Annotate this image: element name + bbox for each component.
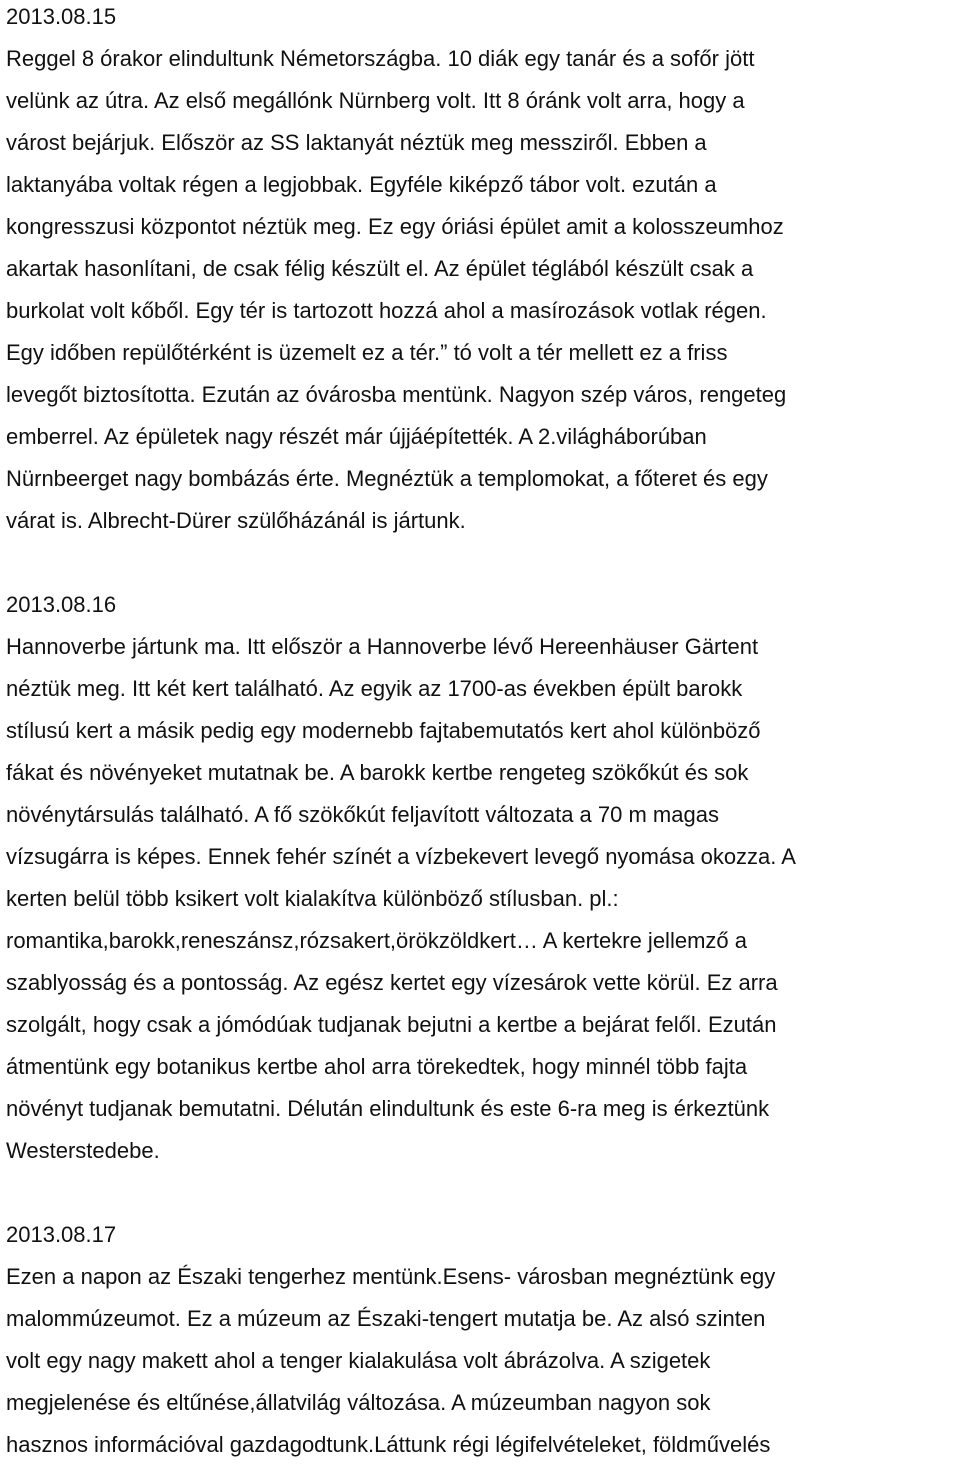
entry-text-line: várost bejárjuk. Először az SS laktanyát néztük meg messziről. Ebben a: [6, 130, 707, 155]
entry-text-line: Ezen a napon az Északi tengerhez mentünk.Esens- városban megnéztünk egy: [6, 1264, 776, 1289]
entry-text-line: Westerstedebe.: [6, 1138, 160, 1163]
entry-text-line: néztük meg. Itt két kert található. Az egyik az 1700-as években épült barokk: [6, 676, 743, 701]
entry-text-line: vízsugárra is képes. Ennek fehér színét a vízbekevert levegő nyomása okozza. A: [6, 844, 796, 869]
entry-text-line: levegőt biztosította. Ezután az óvárosba mentünk. Nagyon szép város, rengeteg: [6, 382, 787, 407]
entry-text-line: Nürnbeerget nagy bombázás érte. Megnéztük a templomokat, a főteret és egy: [6, 466, 768, 491]
entry-text-line: romantika,barokk,reneszánsz,rózsakert,örökzöldkert… A kertekre jellemző a: [6, 928, 747, 953]
entry-text-line: Hannoverbe jártunk ma. Itt először a Hannoverbe lévő Hereenhäuser Gärtent: [6, 634, 759, 659]
entry-text-line: átmentünk egy botanikus kertbe ahol arra törekedtek, hogy minnél több fajta: [6, 1054, 748, 1079]
entry-text-line: szolgált, hogy csak a jómódúak tudjanak bejutni a kertbe a bejárat felől. Ezután: [6, 1012, 777, 1037]
entry-text-line: emberrel. Az épületek nagy részét már újjáépítették. A 2.világháborúban: [6, 424, 707, 449]
entry-text-line: velünk az útra. Az első megállónk Nürnberg volt. Itt 8 óránk volt arra, hogy a: [6, 88, 745, 113]
entry-text-line: hasznos információval gazdagodtunk.Láttunk régi légifelvételeket, földművelés: [6, 1432, 771, 1457]
entry-text-line: növénytársulás található. A fő szökőkút feljavított változata a 70 m magas: [6, 802, 719, 827]
diary-entry-2013-08-16: [6, 584, 960, 1172]
entry-text-line: Reggel 8 órakor elindultunk Németországba. 10 diák egy tanár és a sofőr jött: [6, 46, 755, 71]
entry-text-line: laktanyába voltak régen a legjobbak. Egyféle kiképző tábor volt. ezután a: [6, 172, 717, 197]
entry-date: 2013.08.17: [6, 1222, 117, 1247]
entry-text-line: burkolat volt kőből. Egy tér is tartozott hozzá ahol a masírozások votlak régen.: [6, 298, 767, 323]
entry-text-line: kerten belül több ksikert volt kialakítva különböző stílusban. pl.:: [6, 886, 619, 911]
entry-text-line: volt egy nagy makett ahol a tenger kialakulása volt ábrázolva. A szigetek: [6, 1348, 711, 1373]
paragraph-spacer: [6, 542, 960, 584]
entry-text-line: stílusú kert a másik pedig egy modernebb fajtabemutatós kert ahol különböző: [6, 718, 761, 743]
diary-entry-2013-08-15: [6, 0, 960, 542]
diary-entry-2013-08-17: [6, 1214, 960, 1466]
entry-text-line: akartak hasonlítani, de csak félig készült el. Az épület téglából készült csak a: [6, 256, 754, 281]
paragraph-spacer: [6, 1172, 960, 1214]
entry-text-line: várat is. Albrecht-Dürer szülőházánál is jártunk.: [6, 508, 466, 533]
entry-date: 2013.08.15: [6, 4, 117, 29]
entry-text-line: Egy időben repülőtérként is üzemelt ez a tér.” tó volt a tér mellett ez a friss: [6, 340, 728, 365]
entry-text-line: kongresszusi központot néztük meg. Ez egy óriási épület amit a kolosszeumhoz: [6, 214, 784, 239]
entry-text-line: növényt tudjanak bemutatni. Délután elindultunk és este 6-ra meg is érkeztünk: [6, 1096, 770, 1121]
entry-text-line: szablyosság és a pontosság. Az egész kertet egy vízesárok vette körül. Ez arra: [6, 970, 778, 995]
entry-date: 2013.08.16: [6, 592, 117, 617]
entry-text-line: fákat és növényeket mutatnak be. A barokk kertbe rengeteg szökőkút és sok: [6, 760, 749, 785]
entry-text-line: megjelenése és eltűnése,állatvilág változása. A múzeumban nagyon sok: [6, 1390, 711, 1415]
entry-text-line: malommúzeumot. Ez a múzeum az Északi-tengert mutatja be. Az alsó szinten: [6, 1306, 766, 1331]
